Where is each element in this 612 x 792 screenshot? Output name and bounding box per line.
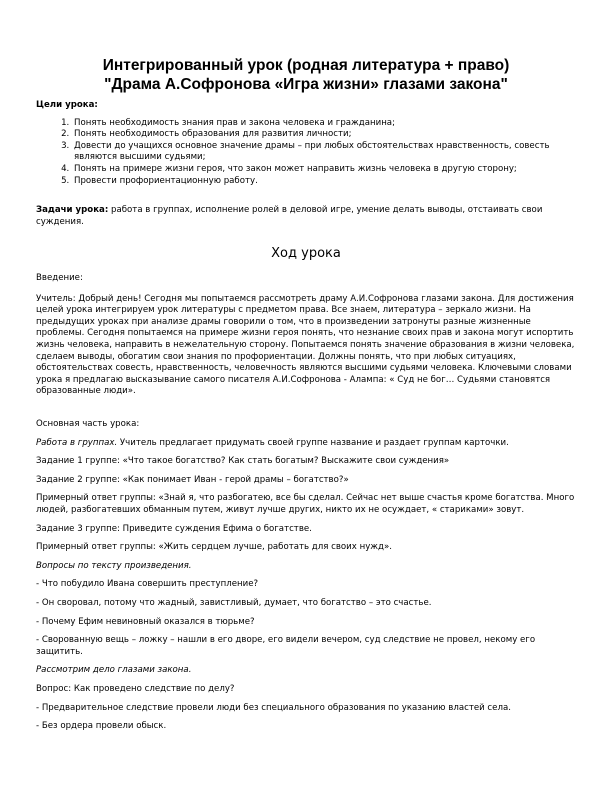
goal-item: 3. Довести до учащихся основное значение драмы – при любых обстоятельствах нравственность, совесть являются высшими судьями; — [72, 141, 576, 164]
intro-section — [36, 273, 576, 398]
document-title-line-2: "Драма А.Софронова «Игра жизни» глазами закона" — [104, 76, 508, 93]
task-3: Задание 3 группе: Приведите суждения Ефима о богатстве. — [36, 523, 312, 534]
questions-label: Вопросы по тексту произведения. — [36, 560, 192, 571]
task-2: Задание 2 группе: «Как понимает Иван - герой драмы – богатство?» — [36, 474, 349, 485]
main-label: Основная часть урока: — [36, 419, 140, 429]
goal-item: 5. Провести профориентационную работу. — [72, 176, 576, 188]
task-1: Задание 1 группе: «Что такое богатство? Как стать богатым? Выскажите свои суждения» — [36, 456, 450, 467]
group-work-text: Учитель предлагает придумать своей группе название и раздает группам карточки. — [117, 437, 509, 448]
intro-label: Введение: — [36, 273, 83, 283]
tasks-section — [36, 205, 576, 228]
question-2: - Почему Ефим невиновный оказался в тюрьме? — [36, 616, 255, 627]
intro-text: Учитель: Добрый день! Сегодня мы попытаемся рассмотреть драму А.И.Софронова глазами закона. Для достижения целей урока интегрируем урок литературы с предметом права. Все знаем, литература – зеркало жизни. На предыдущих уроках при анализе драмы говорили о том, что в произведении затронуты разные жизненные проблемы. Сегодня попытаемся на примере жизни героя понять, что незнание своих прав и закона могут испортить жизнь человека, направить в нежелательную сторону. Попытаемся понять значение образования в жизни человека, сделаем выводы, обогатим свои знания по профориентации. Должны понять, что при любых ситуациях, обстоятельствах совесть, нравственность, человечность являются высшими судьями человека. Ключевыми словами урока я предлагаю высказывание самого писателя А.И.Софронова - Алампа: « Суд не бог… Судьями становятся образованные люди». — [36, 293, 575, 397]
answer-3: Примерный ответ группы: «Жить сердцем лучше, работать для своих нужд». — [36, 542, 392, 553]
goal-item: 1. Понять необходимость знания прав и закона человека и гражданина; — [72, 118, 576, 130]
document-title-line-1: Интегрированный урок (родная литература + право) — [102, 57, 510, 74]
law-label: Рассмотрим дело глазами закона. — [36, 665, 192, 676]
answer-2: Примерный ответ группы: «Знай я, что разбогатею, все бы сделал. Сейчас нет выше счастья кроме богатства. Много людей, разбогатевших обманным путем, живут лучше других, никто их не осуждает, « стариками» зовут. — [36, 493, 575, 515]
answer-q4: - Без ордера провели обыск. — [36, 721, 167, 732]
goals-list — [36, 118, 576, 188]
answer-q3: - Предварительное следствие провели люди без специального образования по указанию властей села. — [36, 702, 511, 713]
answer-q2: - Сворованную вещь – ложку – нашли в его дворе, его видели вечером, суд следствие не провел, некому его защитить. — [36, 635, 536, 657]
goal-item: 2. Понять необходимость образования для развития личности; — [72, 129, 576, 141]
goal-item: 4. Понять на примере жизни героя, что закон может направить жизнь человека в другую сторону; — [72, 164, 576, 176]
lesson-heading: Ход урока — [271, 246, 341, 261]
tasks-text: работа в группах, исполнение ролей в деловой игре, умение делать выводы, отстаивать свои суждения. — [36, 205, 543, 227]
question-3: Вопрос: Как проведено следствие по делу? — [36, 683, 235, 694]
goals-section — [36, 100, 576, 187]
tasks-label: Задачи урока: — [36, 205, 109, 215]
answer-q1: - Он своровал, потому что жадный, завистливый, думает, что богатство – это счастье. — [36, 597, 432, 608]
question-1: - Что побудило Ивана совершить преступление? — [36, 579, 259, 590]
goals-label: Цели урока: — [36, 100, 98, 110]
main-section — [36, 419, 576, 733]
group-work-label: Работа в группах. — [36, 437, 118, 448]
